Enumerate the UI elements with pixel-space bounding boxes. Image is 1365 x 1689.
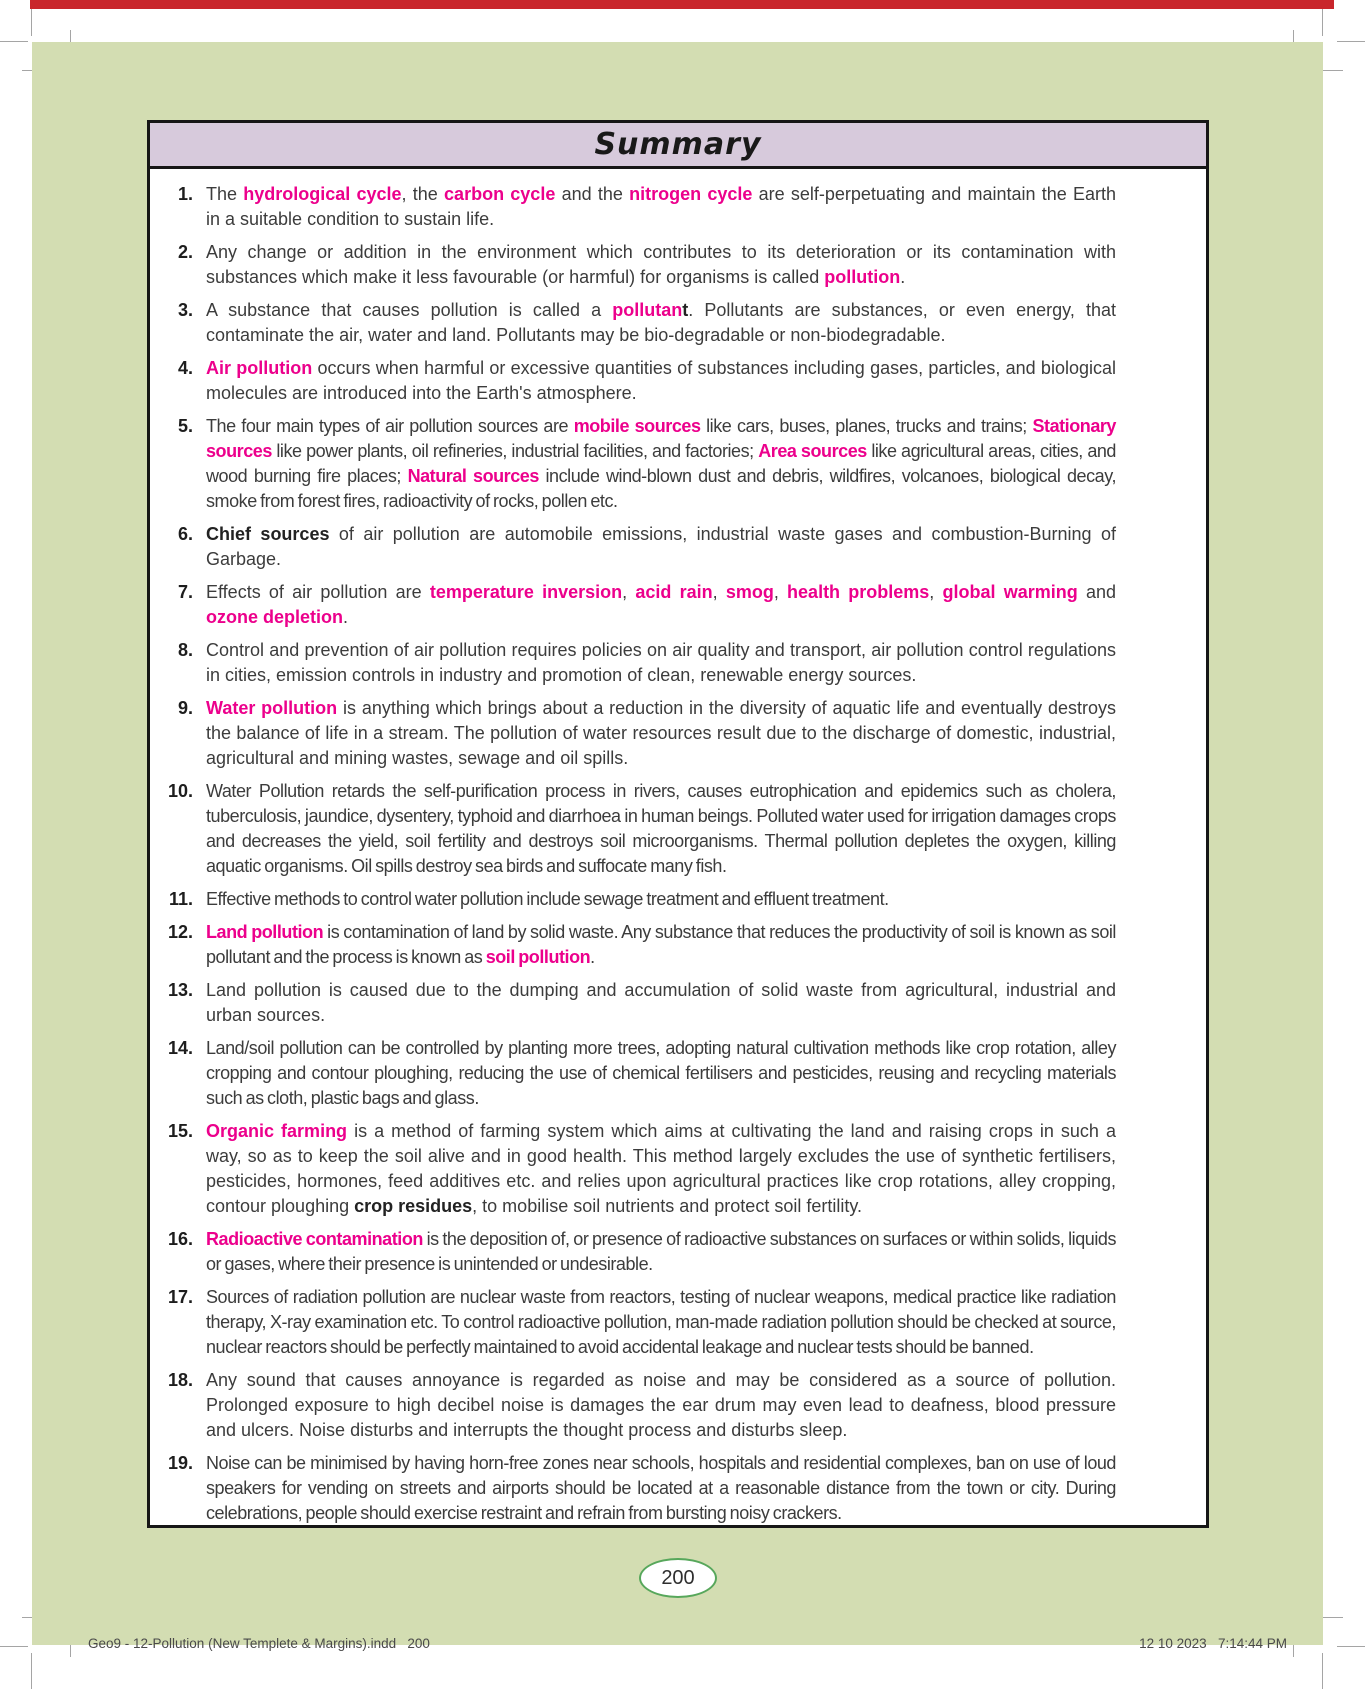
item-number: 6. [177, 524, 193, 544]
crop-mark [1337, 1646, 1365, 1647]
text-segment: . [900, 267, 906, 287]
crop-mark [1337, 41, 1365, 42]
summary-item [166, 887, 1116, 912]
item-number: 3. [177, 300, 193, 320]
highlighted-term: Area sources [758, 441, 867, 461]
top-bleed-bar [30, 0, 1334, 9]
item-number: 16. [167, 1229, 193, 1249]
item-text [206, 298, 1116, 348]
item-number: 5. [177, 416, 193, 436]
highlighted-term: pollutan [612, 300, 683, 320]
text-segment: . Pollutants are substances, or even energy, that contaminate the air, water and land. Pollutants may be bio-degradable or non-biodegradable. [206, 300, 1116, 345]
item-text [206, 1285, 1116, 1360]
highlighted-term: Air pollution [206, 358, 313, 378]
summary-item [166, 240, 1116, 290]
highlighted-term: temperature inversion [429, 582, 623, 602]
summary-item [166, 779, 1116, 879]
text-segment: Any change or addition in the environment which contributes to its deterioration or its contamination with substances which make it less favourable (or harmful) for organisms is called [206, 242, 1116, 287]
text-segment: Sources of radiation pollution are nuclear waste from reactors, testing of nuclear weapons, medical practice like radiation therapy, X-ray examination etc. To control radioactive pollution, man-made radiation pollution should be checked at source, nuclear reactors should be perfectly maintained to avoid accidental leakage and nuclear tests should be banned. [206, 1287, 1116, 1357]
summary-list [150, 169, 1206, 1528]
item-number: 9. [177, 698, 193, 718]
footer-file-info: Geo9 - 12-Pollution (New Templete & Margins).indd 200 [88, 1636, 430, 1651]
text-segment: like cars, buses, planes, trucks and trains; [700, 416, 1033, 436]
crop-mark [0, 41, 28, 42]
highlighted-term: health problems [787, 582, 930, 602]
highlighted-term: pollution [824, 267, 901, 287]
summary-item [166, 978, 1116, 1028]
text-segment: and [1077, 582, 1116, 602]
item-text [206, 887, 1116, 912]
text-segment: include wind-blown dust and debris, wildfires, volcanoes, biological decay, smoke from forest fires, radioactivity of rocks, pollen etc. [206, 466, 1116, 511]
text-segment: is the deposition of, or presence of radioactive substances on surfaces or within solids, liquids or gases, where their presence is unintended or undesirable. [206, 1229, 1116, 1274]
text-segment: Any sound that causes annoyance is regarded as noise and may be considered as a source of pollution. Prolonged exposure to high decibel noise is damages the ear drum may even lead to deafness, blood pressure and ulcers. Noise disturbs and interrupts the thought process and disturbs sleep. [206, 1370, 1116, 1440]
text-segment: . [343, 607, 349, 627]
summary-item [166, 522, 1116, 572]
page-number: 200 [661, 1566, 695, 1589]
summary-item [166, 356, 1116, 406]
highlighted-term: carbon cycle [444, 184, 556, 204]
text-segment: like agricultural areas, cities, and wood burning fire places; [206, 441, 1116, 486]
item-text [206, 1368, 1116, 1443]
summary-header [150, 123, 1206, 169]
item-number: 14. [167, 1038, 193, 1058]
item-number: 10. [167, 781, 193, 801]
summary-item [166, 1119, 1116, 1219]
crop-mark [31, 1653, 32, 1689]
text-segment: , to mobilise soil nutrients and protect soil fertility. [472, 1196, 863, 1216]
text-segment: Water Pollution retards the self-purification process in rivers, causes eutrophication and epidemics such as cholera, tuberculosis, jaundice, dysentery, typhoid and diarrhoea in human beings. Polluted water used for irrigation damages crops and decreases the yield, soil fertility and destroys soil microorganisms. Thermal pollution depletes the oxygen, killing aquatic organisms. Oil spills destroy sea birds and suffocate many fish. [206, 781, 1116, 876]
text-segment: The four main types of air pollution sources are [206, 416, 574, 436]
text-segment: Control and prevention of air pollution requires policies on air quality and transport, air pollution control regulations in cities, emission controls in industry and promotion of clean, renewable energy sources. [206, 640, 1116, 685]
text-segment: , [773, 582, 788, 602]
summary-item [166, 182, 1116, 232]
item-text [206, 920, 1116, 970]
highlighted-term: global warming [942, 582, 1078, 602]
summary-item [166, 414, 1116, 514]
item-text [206, 1119, 1116, 1219]
summary-item [166, 1451, 1116, 1526]
summary-title: Summary [594, 127, 762, 162]
text-segment: , the [401, 184, 445, 204]
item-number: 11. [168, 889, 193, 909]
text-segment: occurs when harmful or excessive quantities of substances including gases, particles, and biological molecules are introduced into the Earth's atmosphere. [206, 358, 1116, 403]
text-segment: is a method of farming system which aims at cultivating the land and raising crops in such a way, so as to keep the soil alive and in good health. This method largely excludes the use of synthetic fertilisers, pesticides, hormones, feed additives etc. and relies upon agricultural practices like crop rotations, alley cropping, contour ploughing [206, 1121, 1116, 1216]
item-text [206, 356, 1116, 406]
summary-item [166, 920, 1116, 970]
text-segment: The [206, 184, 244, 204]
item-number: 4. [177, 358, 193, 378]
summary-item [166, 1036, 1116, 1111]
item-number: 1. [177, 184, 193, 204]
summary-item [166, 696, 1116, 771]
crop-mark [0, 1646, 28, 1647]
summary-item [166, 638, 1116, 688]
item-text [206, 522, 1116, 572]
item-text [206, 240, 1116, 290]
item-number: 13. [167, 980, 193, 1000]
footer-timestamp: 12 10 2023 7:14:44 PM [1139, 1636, 1287, 1651]
highlighted-term: smog [725, 582, 774, 602]
text-segment: are self-perpetuating and maintain the Earth in a suitable condition to sustain life. [206, 184, 1116, 229]
summary-item [166, 298, 1116, 348]
item-text [206, 580, 1116, 630]
item-number: 8. [177, 640, 193, 660]
crop-mark [1320, 70, 1343, 71]
item-text [206, 1227, 1116, 1277]
item-number: 19. [167, 1453, 193, 1473]
summary-item [166, 1227, 1116, 1277]
page-number-badge [639, 1558, 717, 1598]
crop-mark [1322, 1653, 1323, 1689]
highlighted-term: Land pollution [206, 922, 324, 942]
text-segment: like power plants, oil refineries, industrial facilities, and factories; [271, 441, 759, 461]
text-segment: , [712, 582, 726, 602]
item-text [206, 696, 1116, 771]
item-text [206, 779, 1116, 879]
item-number: 2. [177, 242, 193, 262]
highlighted-term: Water pollution [206, 698, 338, 718]
text-segment: , [929, 582, 943, 602]
text-segment: Noise can be minimised by having horn-free zones near schools, hospitals and residential complexes, ban on use of loud speakers for vending on streets and airports should be located at a reasonable distance from the town or city. During celebrations, people should exercise restraint and refrain from bursting noisy crackers. [206, 1453, 1116, 1523]
item-text [206, 1451, 1116, 1526]
text-segment: Land pollution is caused due to the dumping and accumulation of solid waste from agricultural, industrial and urban sources. [206, 980, 1116, 1025]
highlighted-term: Stationary sources [206, 416, 1116, 461]
highlighted-term: acid rain [635, 582, 713, 602]
text-segment: Chief sources [206, 524, 330, 544]
item-number: 15. [167, 1121, 193, 1141]
highlighted-term: ozone depletion [206, 607, 343, 627]
summary-box [147, 120, 1209, 1528]
highlighted-term: Organic farming [206, 1121, 348, 1141]
highlighted-term: soil pollution [485, 947, 591, 967]
text-segment: is anything which brings about a reduction in the diversity of aquatic life and eventually destroys the balance of life in a stream. The pollution of water resources result due to the discharge of domestic, industrial, agricultural and mining wastes, sewage and oil spills. [206, 698, 1116, 768]
text-segment: and the [555, 184, 630, 204]
text-segment: , [622, 582, 636, 602]
summary-item [166, 580, 1116, 630]
text-segment: Effects of air pollution are [206, 582, 430, 602]
crop-mark [1320, 1617, 1343, 1618]
highlighted-term: hydrological cycle [243, 184, 402, 204]
item-number: 7. [177, 582, 193, 602]
highlighted-term: nitrogen cycle [629, 184, 753, 204]
highlighted-term: Radioactive contamination [206, 1229, 423, 1249]
item-text [206, 638, 1116, 688]
text-segment: crop residues [354, 1196, 473, 1216]
text-segment: Effective methods to control water pollution include sewage treatment and effluent treatment. [206, 889, 889, 909]
item-text [206, 182, 1116, 232]
item-text [206, 1036, 1116, 1111]
text-segment: t [682, 300, 689, 320]
text-segment: Land/soil pollution can be controlled by planting more trees, adopting natural cultivation methods like crop rotation, alley cropping and contour ploughing, reducing the use of chemical fertilisers and pesticides, reusing and recycling materials such as cloth, plastic bags and glass. [206, 1038, 1116, 1108]
text-segment: of air pollution are automobile emissions, industrial waste gases and combustion-Burning of Garbage. [206, 524, 1116, 569]
text-segment: . [590, 947, 595, 967]
item-text [206, 978, 1116, 1028]
item-number: 17. [167, 1287, 193, 1307]
highlighted-term: mobile sources [573, 416, 701, 436]
summary-item [166, 1285, 1116, 1360]
summary-item [166, 1368, 1116, 1443]
item-number: 18. [167, 1370, 193, 1390]
text-segment: A substance that causes pollution is called a [206, 300, 613, 320]
item-text [206, 414, 1116, 514]
item-number: 12. [167, 922, 193, 942]
highlighted-term: Natural sources [407, 466, 539, 486]
text-segment: is contamination of land by solid waste. Any substance that reduces the productivity of soil is known as soil pollutant and the process is known as [206, 922, 1116, 967]
